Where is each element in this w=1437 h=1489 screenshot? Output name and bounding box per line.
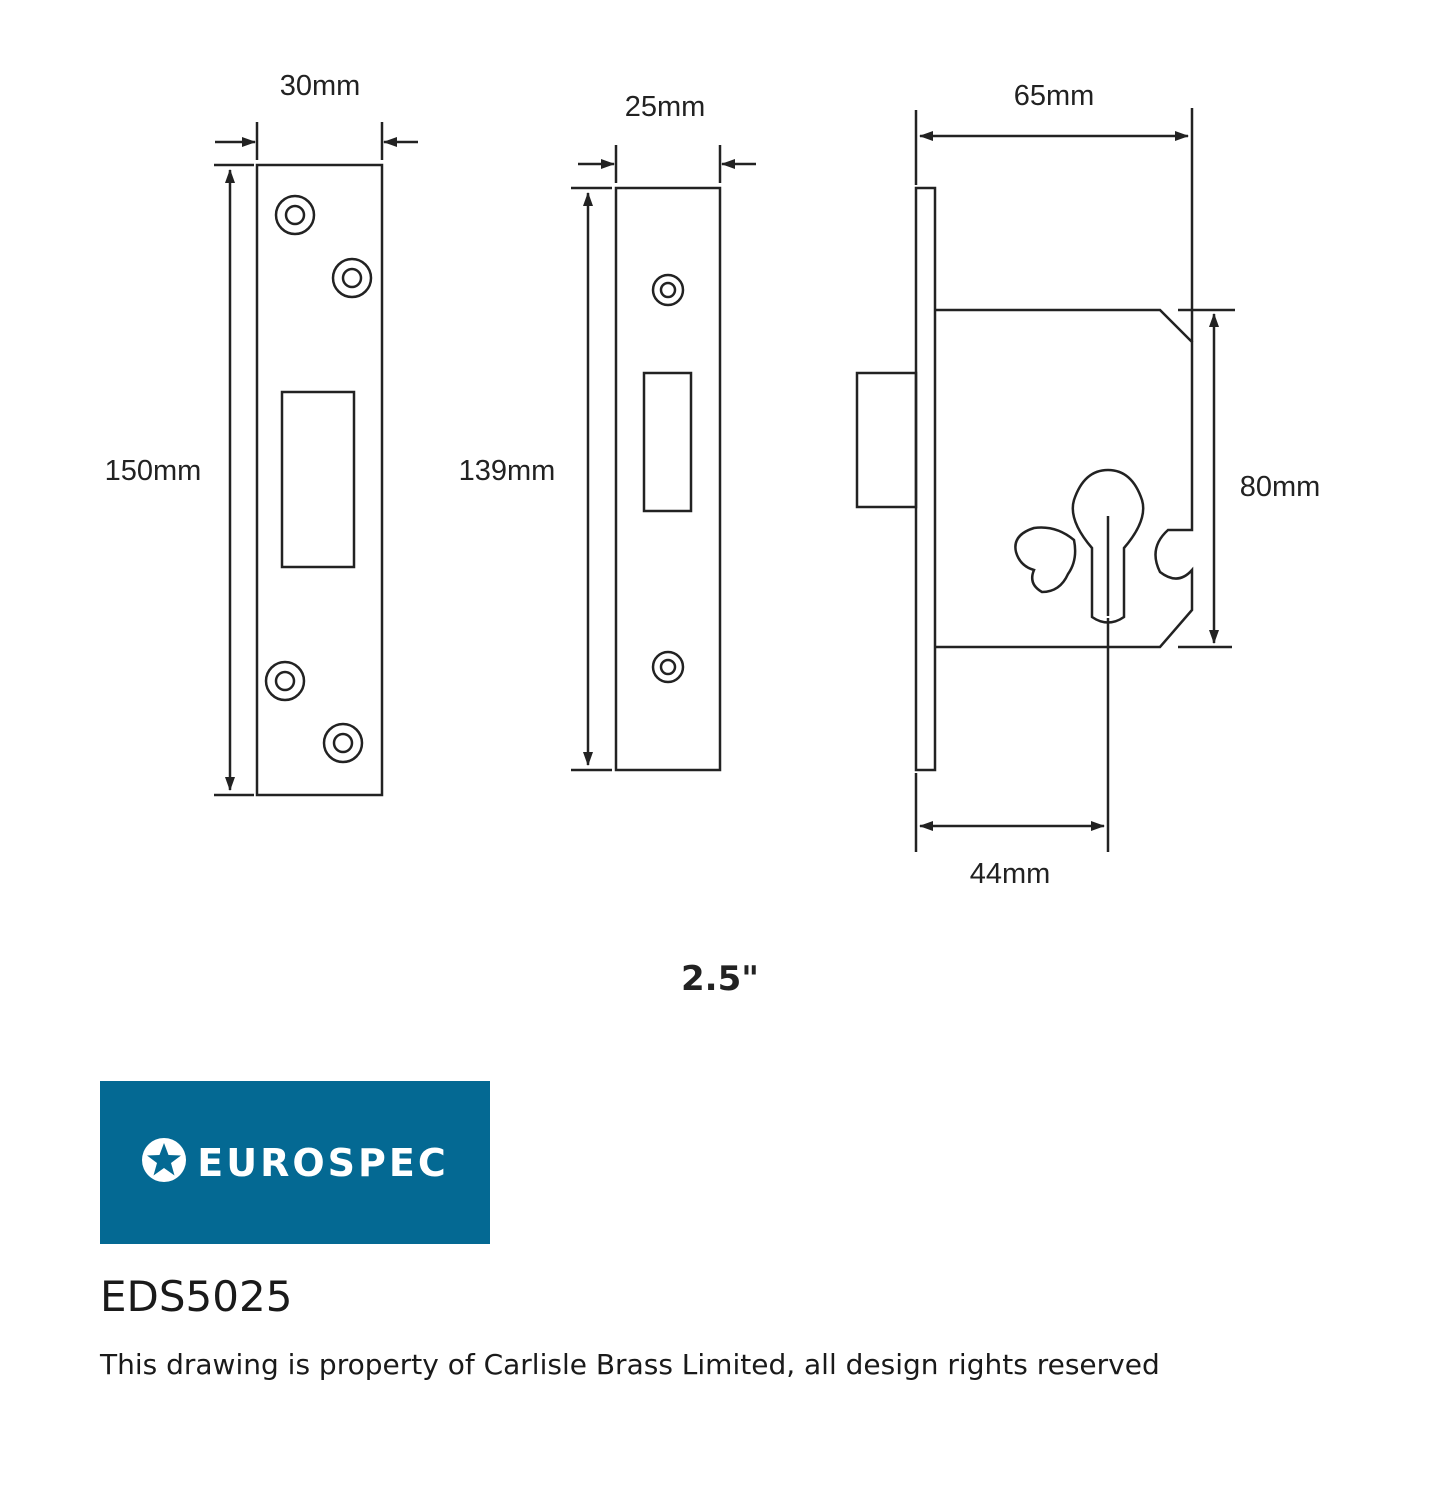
- strike-width-label: 25mm: [624, 91, 706, 123]
- forend-height-label: 150mm: [104, 455, 202, 487]
- forend-plate: [257, 165, 382, 795]
- strike-height-label: 139mm: [458, 455, 556, 487]
- case-depth-label: 65mm: [1013, 80, 1095, 112]
- forend-dimension-lines: [214, 122, 418, 795]
- strike-dimension-lines: [571, 145, 756, 770]
- lock-dimension-lines: [916, 108, 1235, 852]
- brand-logo-text: EUROSPEC: [197, 1140, 449, 1185]
- size-label: 2.5": [681, 959, 759, 999]
- backset-label: 44mm: [969, 858, 1051, 890]
- product-code: EDS5025: [100, 1272, 293, 1321]
- star-in-circle-icon: [141, 1137, 187, 1188]
- lock-case: [857, 188, 1192, 770]
- copyright-notice: This drawing is property of Carlisle Brass Limited, all design rights reserved: [100, 1348, 1160, 1381]
- strike-plate: [616, 188, 720, 770]
- brand-logo: [141, 1137, 448, 1188]
- case-height-label: 80mm: [1239, 471, 1321, 503]
- brand-logo-box: [100, 1081, 490, 1244]
- forend-width-label: 30mm: [279, 70, 361, 102]
